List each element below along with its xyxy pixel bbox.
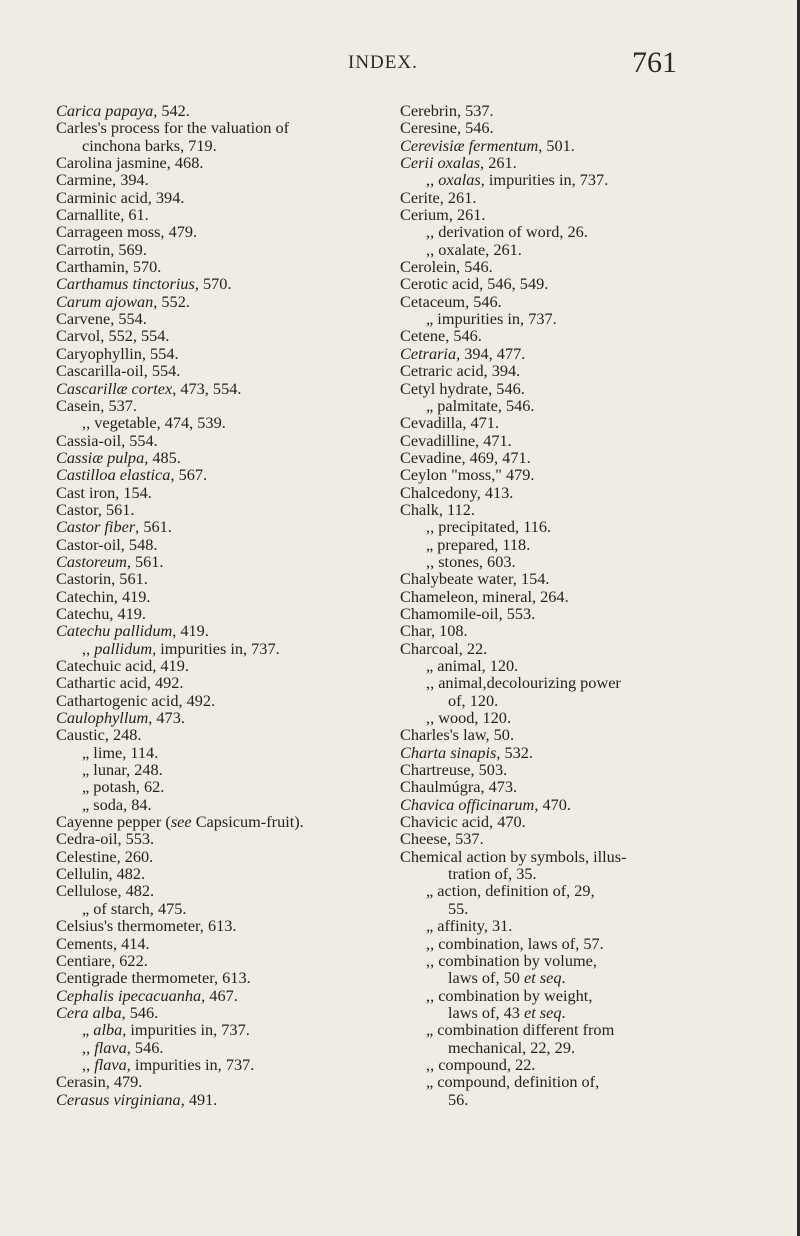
index-entry: 55. xyxy=(448,898,469,918)
running-title: INDEX. xyxy=(348,52,418,73)
index-entry: ,, combination by volume, xyxy=(426,950,597,970)
index-entry: „ alba, impurities in, 737. xyxy=(82,1020,250,1040)
index-entry: Castor fiber, 561. xyxy=(56,517,172,537)
index-entry: Cassia-oil, 554. xyxy=(56,430,158,450)
index-entry: Caustic, 248. xyxy=(56,725,142,745)
index-entry: mechanical, 22, 29. xyxy=(448,1037,576,1057)
index-entry: Charcoal, 22. xyxy=(400,638,488,658)
index-entry: ,, stones, 603. xyxy=(426,551,516,571)
index-entry: Cascarilla-oil, 554. xyxy=(56,361,181,381)
index-entry: Chalk, 112. xyxy=(400,499,475,519)
index-entry: Cathartogenic acid, 492. xyxy=(56,690,216,710)
index-entry: „ impurities in, 737. xyxy=(426,309,557,329)
index-entry: Ceylon "moss," 479. xyxy=(400,465,535,485)
index-entry: Cerium, 261. xyxy=(400,205,486,225)
index-entry: Cathartic acid, 492. xyxy=(56,673,184,693)
index-entry: Cetyl hydrate, 546. xyxy=(400,378,525,398)
index-entry: Caulophyllum, 473. xyxy=(56,708,185,728)
index-entry: Carrageen moss, 479. xyxy=(56,222,198,242)
index-entry: Ceresine, 546. xyxy=(400,118,494,138)
index-entry: ,, flava, impurities in, 737. xyxy=(82,1054,255,1074)
index-entry: ,, oxalas, impurities in, 737. xyxy=(426,170,609,190)
index-entry: Cerevisiæ fermentum, 501. xyxy=(400,135,575,155)
index-entry: Carvene, 554. xyxy=(56,309,147,329)
index-entry: ,, pallidum, impurities in, 737. xyxy=(82,638,280,658)
index-entry: „ lunar, 248. xyxy=(82,760,163,780)
index-entry: Chamomile-oil, 553. xyxy=(400,603,536,623)
index-entry: Char, 108. xyxy=(400,621,468,641)
index-entry: „ soda, 84. xyxy=(82,794,152,814)
index-entry: Charles's law, 50. xyxy=(400,725,515,745)
index-entry: Castoreum, 561. xyxy=(56,551,164,571)
index-entry: Cerotic acid, 546, 549. xyxy=(400,274,549,294)
index-entry: Cedra-oil, 553. xyxy=(56,829,155,849)
index-entry: „ action, definition of, 29, xyxy=(426,881,595,901)
index-entry: Carvol, 552, 554. xyxy=(56,326,170,346)
index-entry: Cellulose, 482. xyxy=(56,881,155,901)
index-entry: Cheese, 537. xyxy=(400,829,484,849)
index-entry: „ affinity, 31. xyxy=(426,916,513,936)
index-entry: Chaulmúgra, 473. xyxy=(400,777,518,797)
page-header xyxy=(0,46,800,86)
index-entry: Celestine, 260. xyxy=(56,846,154,866)
index-entry: Carminic acid, 394. xyxy=(56,187,185,207)
index-entry: Castor-oil, 548. xyxy=(56,534,158,554)
index-entry: „ of starch, 475. xyxy=(82,898,187,918)
index-entry: ,, compound, 22. xyxy=(426,1054,536,1074)
index-entry: Castor, 561. xyxy=(56,499,135,519)
index-entry: Centigrade thermometer, 613. xyxy=(56,968,251,988)
index-entry: Catechuic acid, 419. xyxy=(56,656,189,675)
index-entry: Carmine, 394. xyxy=(56,170,149,190)
index-entry: Chalybeate water, 154. xyxy=(400,569,550,589)
index-entry: ,, derivation of word, 26. xyxy=(426,222,588,242)
index-entry: „ combination different from xyxy=(426,1020,615,1040)
index-entry: Cayenne pepper (see Capsicum-fruit). xyxy=(56,812,304,832)
index-entry: Cerasus virginiana, 491. xyxy=(56,1089,218,1109)
index-entry: Catechu, 419. xyxy=(56,603,146,623)
index-entry: „ lime, 114. xyxy=(82,742,159,762)
index-entry: Cellulin, 482. xyxy=(56,864,146,884)
index-entry: Centiare, 622. xyxy=(56,950,148,970)
index-entry: of, 120. xyxy=(448,690,499,710)
index-entry: laws of, 43 et seq. xyxy=(448,1002,566,1022)
index-entry: ,, oxalate, 261. xyxy=(426,239,522,259)
index-entry: Cascarillæ cortex, 473, 554. xyxy=(56,378,242,398)
index-entry: Cements, 414. xyxy=(56,933,150,953)
index-entry: Cevadine, 469, 471. xyxy=(400,447,531,467)
index-column-right xyxy=(400,102,755,1108)
index-entry: Chavicic acid, 470. xyxy=(400,812,526,832)
index-entry: Carolina jasmine, 468. xyxy=(56,153,204,173)
index-entry: Cerebrin, 537. xyxy=(400,101,494,120)
index-entry: Cetaceum, 546. xyxy=(400,291,502,311)
index-entry: Cerolein, 546. xyxy=(400,257,493,277)
index-entry: Carrotin, 569. xyxy=(56,239,147,259)
index-entry: Castilloa elastica, 567. xyxy=(56,465,208,485)
index-entry: ,, flava, 546. xyxy=(82,1037,164,1057)
index-entry: Cera alba, 546. xyxy=(56,1002,159,1022)
index-entry: Charta sinapis, 532. xyxy=(400,742,533,762)
index-entry: Carum ajowan, 552. xyxy=(56,291,190,311)
index-entry: Chameleon, mineral, 264. xyxy=(400,586,569,606)
index-entry: laws of, 50 et seq. xyxy=(448,968,566,988)
index-entry: Cetraric acid, 394. xyxy=(400,361,521,381)
index-entry: „ palmitate, 546. xyxy=(426,395,535,415)
index-entry: „ prepared, 118. xyxy=(426,534,531,554)
index-entry: Cephalis ipecacuanha, 467. xyxy=(56,985,238,1005)
index-column-left xyxy=(56,102,372,1108)
index-entry: 56. xyxy=(448,1089,469,1109)
index-entry: Cast iron, 154. xyxy=(56,482,152,502)
index-entry: ,, animal,decolourizing power xyxy=(426,673,621,693)
index-entry: ,, precipitated, 116. xyxy=(426,517,552,537)
index-entry: Chavica officinarum, 470. xyxy=(400,794,571,814)
index-entry: Carthamus tinctorius, 570. xyxy=(56,274,232,294)
index-entry: Chalcedony, 413. xyxy=(400,482,514,502)
page-number: 761 xyxy=(632,46,677,79)
index-entry: Catechu pallidum, 419. xyxy=(56,621,209,641)
index-entry: „ animal, 120. xyxy=(426,656,519,675)
index-entry: „ compound, definition of, xyxy=(426,1072,600,1092)
index-entry: Cerite, 261. xyxy=(400,187,477,207)
index-entry: ,, vegetable, 474, 539. xyxy=(82,413,226,433)
index-entry: Catechin, 419. xyxy=(56,586,151,606)
index-entry: Carnallite, 61. xyxy=(56,205,149,225)
index-entry: tration of, 35. xyxy=(448,864,537,884)
index-entry: Caryophyllin, 554. xyxy=(56,343,179,363)
index-entry: Cerasin, 479. xyxy=(56,1072,143,1092)
index-entry: Cerii oxalas, 261. xyxy=(400,153,517,173)
index-entry: Cevadilla, 471. xyxy=(400,413,500,433)
index-entry: ,, wood, 120. xyxy=(426,708,512,728)
index-entry: ,, combination by weight, xyxy=(426,985,593,1005)
index-entry: ,, combination, laws of, 57. xyxy=(426,933,604,953)
index-entry: Cetraria, 394, 477. xyxy=(400,343,526,363)
index-entry: Celsius's thermometer, 613. xyxy=(56,916,237,936)
index-entry: Cetene, 546. xyxy=(400,326,482,346)
index-entry: Carles's process for the valuation of xyxy=(56,118,290,138)
index-entry: Carica papaya, 542. xyxy=(56,101,190,120)
index-entry: Casein, 537. xyxy=(56,395,137,415)
index-entry: Castorin, 561. xyxy=(56,569,148,589)
index-entry: cinchona barks, 719. xyxy=(82,135,217,155)
index-entry: Chemical action by symbols, illus- xyxy=(400,846,627,866)
index-entry: Cevadilline, 471. xyxy=(400,430,512,450)
index-entry: Chartreuse, 503. xyxy=(400,760,508,780)
index-entry: „ potash, 62. xyxy=(82,777,165,797)
index-entry: Carthamin, 570. xyxy=(56,257,162,277)
index-entry: Cassiæ pulpa, 485. xyxy=(56,447,181,467)
